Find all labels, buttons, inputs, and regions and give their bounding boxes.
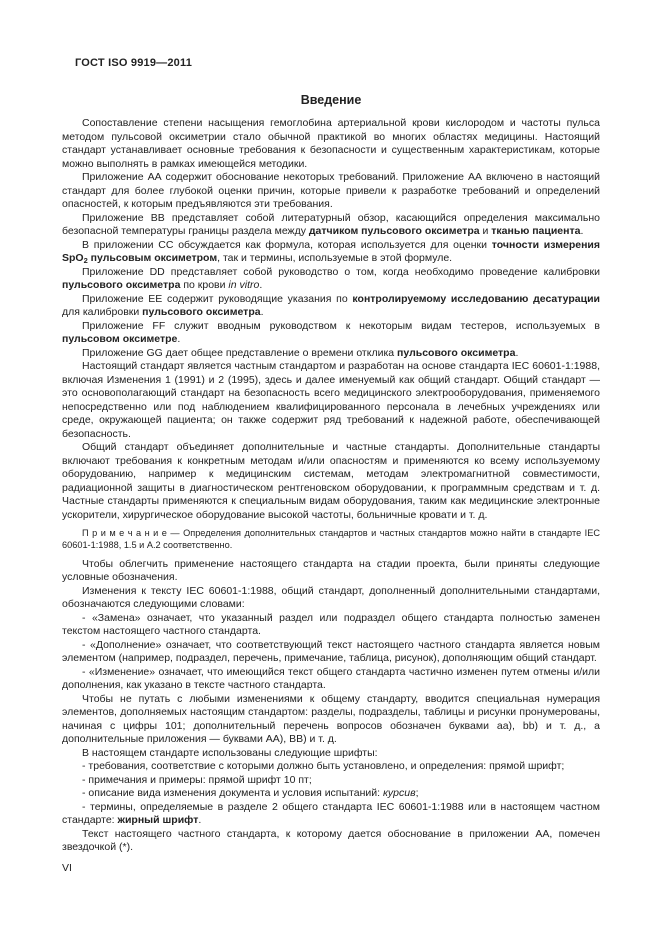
document-code: ГОСТ ISO 9919—2011 [75,57,193,69]
text-run: датчиком пульсового оксиметра [308,225,480,237]
paragraph [62,639,600,666]
text-run: - термины, определяемые в разделе 2 общего стандарта IEC 60601-1:1988 или в настоящем частном стандарте: [62,800,600,827]
document-body [62,117,600,855]
text-run: . [198,814,202,827]
paragraph [62,117,600,171]
paragraph [62,320,600,347]
text-run: ; [415,787,419,800]
paragraph [62,293,600,320]
text-run: пульсового оксиметра [397,346,516,359]
text-run: курсив [382,787,416,800]
paragraph [62,171,600,212]
paragraph [62,666,600,693]
text-run: пульсового оксиметра [62,279,181,291]
text-run: - «Изменение» означает, что имеющийся текст общего стандарта частично изменен путем отмены и/или дополнения, как указано в тексте частного стандарта. [62,665,600,692]
text-run: В настоящем стандарте использованы следующие шрифты: [82,746,378,759]
text-run: В приложении СС обсуждается как формула, которая используется для оценки [82,238,492,251]
text-run: - «Дополнение» означает, что соответствующий текст настоящего частного стандарта является новым элементом (например, подраздел, перечень, примечание, таблица, рисунок), дополняющим общий стандарт. [62,638,600,665]
text-run: тканью пациента [491,225,581,237]
text-run: пульсовом оксиметре [62,333,178,345]
text-run: жирный шрифт [117,814,199,827]
text-run: Приложение GG дает общее представление о времени отклика [82,346,398,359]
paragraph [62,347,600,361]
text-run: П р и м е ч а н и е — Определения дополнительных стандартов и частных стандартов можно найти в стандарте IEC 60601-1:1988, 1.5 и А.2 соответственно. [62,528,600,550]
text-run: Приложение АА содержит обоснование некоторых требований. Приложение АА включено в настоящий стандарт для более глубокой оценки причин, которые привели к разработке требований и определений опасностей, к которым предъявляются эти требования. [62,171,600,210]
paragraph [62,787,600,801]
paragraph [62,747,600,761]
section-title: Введение [300,93,362,107]
paragraph [62,585,600,612]
paragraph [62,239,600,266]
page-number: VI [62,861,72,874]
text-run: . [580,225,584,237]
text-run: пульсового оксиметра [142,306,261,318]
text-run: по крови [180,279,229,291]
text-run: . [260,306,264,318]
text-run: - описание вида изменения документа и условия испытаний: [82,787,383,800]
text-run: Чтобы не путать с любыми изменениями к общему стандарту, вводится специальная нумерация элементов, дополняемых настоящим стандартом: разделы, подразделы, таблицы и рисунки пронумерованы, начиная с цифры 101; дополнительный перечень вопросов обозначен буквами аа), bb) и т. д., а дополнительные приложения — буквами АА), ВВ) и т. д. [62,692,600,746]
paragraph [62,360,600,441]
text-run: Приложение DD представляет собой руководство о том, когда необходимо проведение калибровки [82,265,600,278]
text-run: Настоящий стандарт является частным стандартом и разработан на основе стандарта IEC 60601-1:1988, включая Изменения 1 (1991) и 2 (1995), здесь и далее именуемый как общий стандарт. Общий стандарт — это основополагающий стандарт на безопасность всего медицинского электрооборудования, применяемого непосредственно или под наблюдением квалифицированного персонала в лечебных учреждениях или среде, окружающей пациента; он также содержит ряд требований к надежной работе, обеспечивающей безопасность. [62,360,600,440]
paragraph [62,693,600,747]
text-run: пульсовым оксиметром [87,252,218,264]
text-run: - примечания и примеры: прямой шрифт 10 пт; [82,773,312,786]
paragraph [62,828,600,855]
text-run: контролируемому исследованию десатурации [352,292,600,305]
paragraph [62,760,600,774]
text-run: . [259,279,263,291]
text-run: Приложение FF служит вводным руководством к некоторым видам тестеров, используемых в [82,319,600,332]
text-run: Приложение ЕЕ содержит руководящие указания по [82,292,353,305]
paragraph [62,558,600,585]
text-run: - «Замена» означает, что указанный раздел или подраздел общего стандарта полностью заменен текстом настоящего частного стандарта. [62,611,600,638]
paragraph [62,774,600,788]
text-run: точности измерения SpO [62,238,600,264]
text-run: Изменения к тексту IEC 60601-1:1988, общий стандарт, дополненный дополнительными стандартами, обозначаются следующими словами: [62,584,600,611]
paragraph [62,212,600,239]
text-run: Чтобы облегчить применение настоящего стандарта на стадии проекта, были приняты следующие условные обозначения. [62,557,600,584]
text-run: . [515,346,519,359]
paragraph [62,266,600,293]
paragraph [62,441,600,522]
text-run: 2 [83,256,88,265]
text-run: Сопоставление степени насыщения гемоглобина артериальной крови кислородом и частоты пульса методом пульсовой оксиметрии стало обычной практикой во многих областях медицины. Настоящий стандарт устанавливает основные требования к безопасности и существенным характеристикам, которые можно выполнять в рамках имеющейся методики. [62,117,600,170]
text-run: и [479,225,492,237]
paragraph [62,612,600,639]
text-run: , так и термины, используемые в этой формуле. [217,252,453,264]
text-run: для калибровки [62,306,143,318]
text-run: - требования, соответствие с которыми должно быть установлено, и определения: прямой шрифт; [82,760,565,773]
paragraph [62,801,600,828]
text-run: Общий стандарт объединяет дополнительные и частные стандарты. Дополнительные стандарты включают требования к конкретным методам и/или опасностям и применяются ко всему используемому оборудованию, например к медицинским системам, методам электромагнитной совместимости, радиационной защиты в диагностическом рентгеновском оборудовании, к программным средствам и т. д. Частные стандарты применяются к специальным видам оборудования, таким как медицинские электронные ускорители, хирургическое оборудование высокой частоты, больничные кровати и т. д. [62,441,600,521]
text-run: Приложение ВВ представляет собой литературный обзор, касающийся определения максимально безопасной температуры границы раздела между [62,211,600,237]
text-run: in vitro [228,279,260,291]
text-run: Текст настоящего частного стандарта, к которому дается обоснование в приложении АА, помечен звездочкой (*). [62,827,600,854]
note-paragraph [62,528,600,552]
text-run: . [177,333,181,345]
